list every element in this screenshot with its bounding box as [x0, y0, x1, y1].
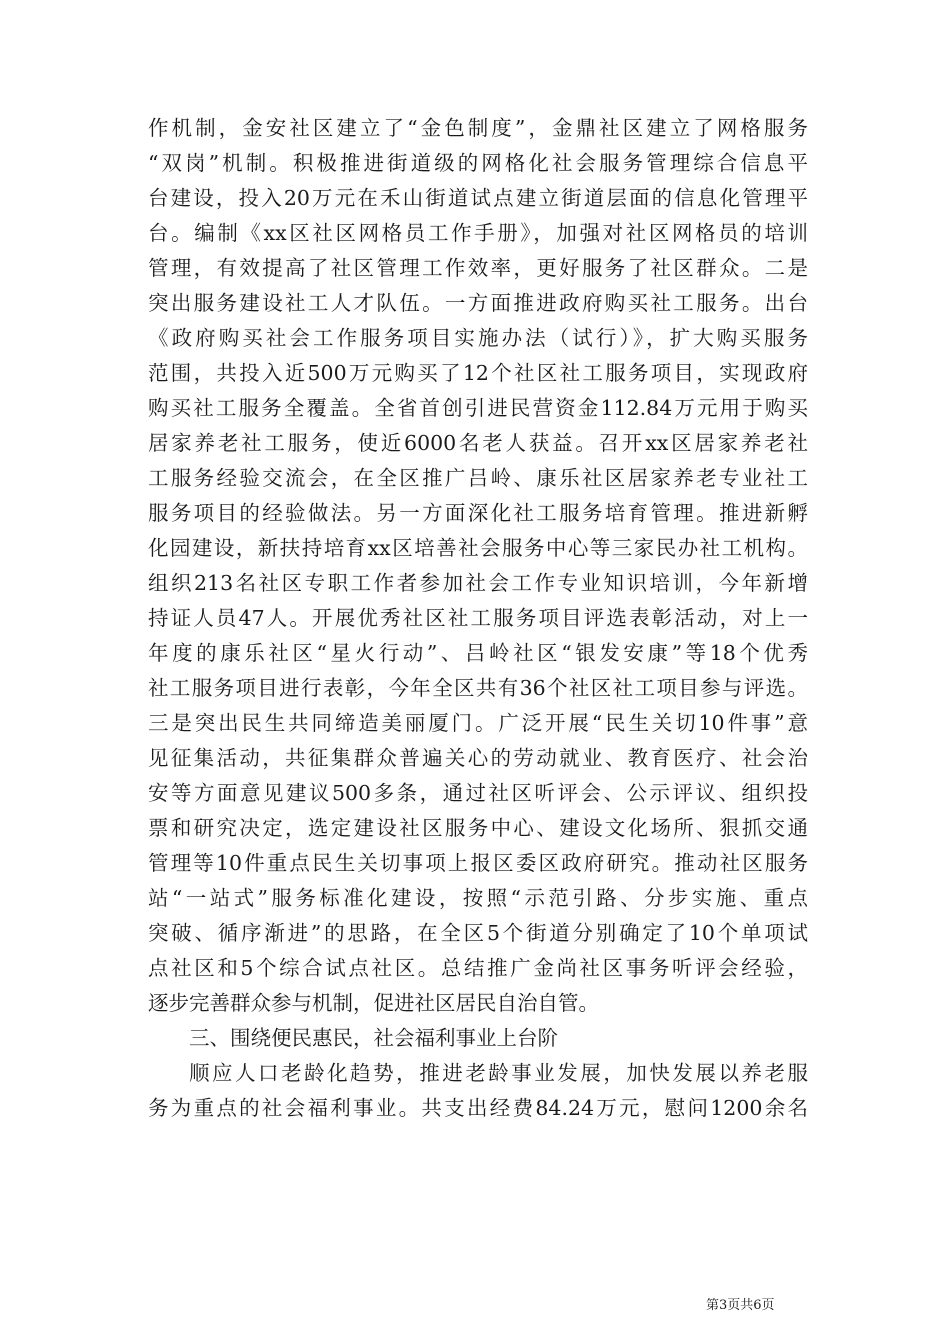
- text-line: 范围，共投入近500万元购买了12个社区社工服务项目，实现政府: [148, 361, 808, 385]
- text-line: 三是突出民生共同缔造美丽厦门。广泛开展“民生关切10件事”意: [148, 711, 808, 735]
- text-line: 务为重点的社会福利事业。共支出经费84.24万元，慰问1200余名: [148, 1096, 808, 1120]
- text-line: 年度的康乐社区“星火行动”、吕岭社区“银发安康”等18个优秀: [148, 641, 808, 665]
- text-line: 突破、循序渐进”的思路，在全区5个街道分别确定了10个单项试: [148, 921, 808, 945]
- text-line: 社工服务项目进行表彰，今年全区共有36个社区社工项目参与评选。: [148, 676, 808, 700]
- text-line: 管理，有效提高了社区管理工作效率，更好服务了社区群众。二是: [148, 256, 808, 280]
- text-line: 票和研究决定，选定建设社区服务中心、建设文化场所、狠抓交通: [148, 816, 808, 840]
- text-line: 居家养老社工服务，使近6000名老人获益。召开xx区居家养老社: [148, 431, 808, 455]
- text-line: 逐步完善群众参与机制，促进社区居民自治自管。: [148, 991, 599, 1015]
- page-number: 第3页共6页: [706, 1298, 775, 1313]
- text-line: 点社区和5个综合试点社区。总结推广金尚社区事务听评会经验，: [148, 956, 808, 980]
- text-line: 突出服务建设社工人才队伍。一方面推进政府购买社工服务。出台: [148, 291, 808, 315]
- text-line: 化园建设，新扶持培育xx区培善社会服务中心等三家民办社工机构。: [148, 536, 808, 560]
- section-heading: 三、围绕便民惠民，社会福利事业上台阶: [189, 1026, 558, 1050]
- text-line: 安等方面意见建议500多条，通过社区听评会、公示评议、组织投: [148, 781, 808, 805]
- text-line: 台。编制《xx区社区网格员工作手册》，加强对社区网格员的培训: [148, 221, 808, 245]
- text-line: 工服务经验交流会，在全区推广吕岭、康乐社区居家养老专业社工: [148, 466, 808, 490]
- text-line: 台建设，投入20万元在禾山街道试点建立街道层面的信息化管理平: [148, 186, 808, 210]
- text-line: 管理等10件重点民生关切事项上报区委区政府研究。推动社区服务: [148, 851, 808, 875]
- text-line: 持证人员47人。开展优秀社区社工服务项目评选表彰活动，对上一: [148, 606, 808, 630]
- text-line: 服务项目的经验做法。另一方面深化社工服务培育管理。推进新孵: [148, 501, 808, 525]
- body-text: [148, 111, 808, 1126]
- text-line: “双岗”机制。积极推进街道级的网格化社会服务管理综合信息平: [148, 151, 808, 175]
- text-line: 见征集活动，共征集群众普遍关心的劳动就业、教育医疗、社会治: [148, 746, 808, 770]
- text-line: 顺应人口老龄化趋势，推进老龄事业发展，加快发展以养老服: [189, 1061, 808, 1085]
- text-line: 作机制，金安社区建立了“金色制度”，金鼎社区建立了网格服务: [148, 116, 808, 140]
- text-line: 组织213名社区专职工作者参加社会工作专业知识培训，今年新增: [148, 571, 808, 595]
- text-line: 购买社工服务全覆盖。全省首创引进民营资金112.84万元用于购买: [148, 396, 808, 420]
- text-line: 《政府购买社会工作服务项目实施办法（试行）》，扩大购买服务: [148, 326, 808, 350]
- text-line: 站“一站式”服务标准化建设，按照“示范引路、分步实施、重点: [148, 886, 808, 910]
